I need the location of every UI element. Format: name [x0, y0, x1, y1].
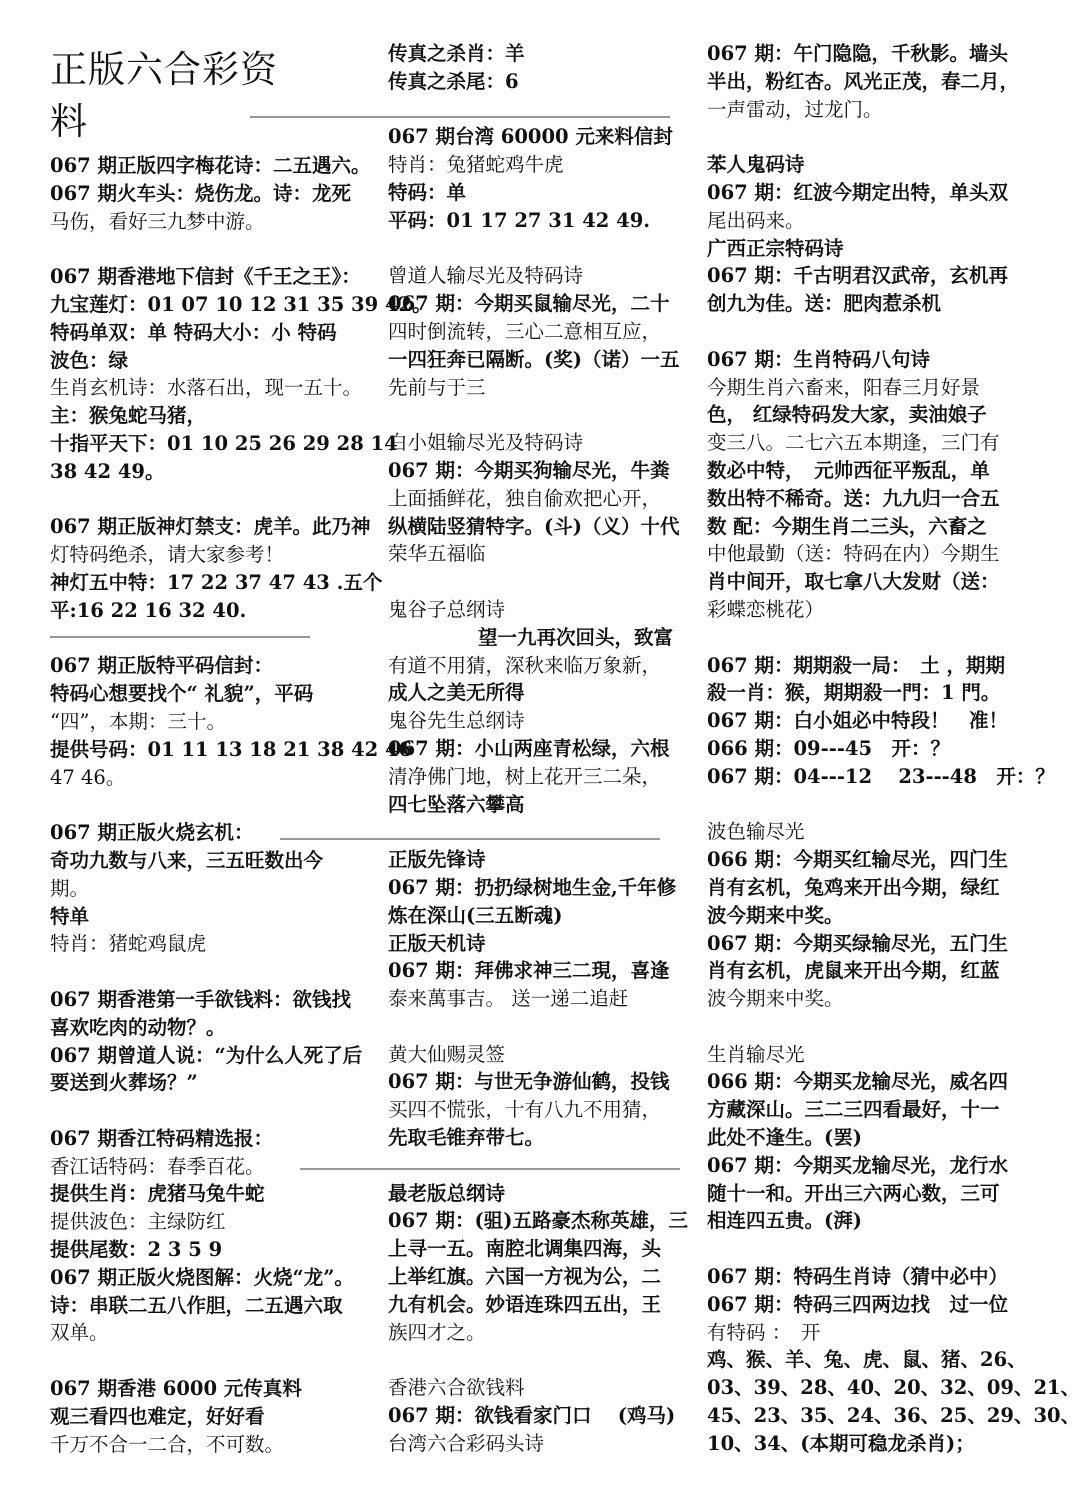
text-line: 10、34、(本期可稳龙杀肖)；	[707, 1431, 975, 1455]
text-line: 最老版总纲诗	[388, 1181, 506, 1205]
blank-line	[50, 958, 375, 986]
text-line: 上举红旗。六国一方视为公，二	[388, 1265, 662, 1289]
text-line: 提供波色：主绿防红	[50, 1210, 226, 1234]
text-line: 平:16 22 16 32 40.	[50, 598, 247, 622]
text-line: 先前与于三	[388, 375, 486, 399]
text-line: 炼在深山(三五断魂)	[388, 903, 563, 927]
text-line: 此处不逢生。(罢)	[707, 1126, 862, 1150]
text-line: 066 期：09---45 开：？	[707, 736, 951, 760]
text-line: 神灯五中特：17 22 37 47 43 .五个	[50, 570, 383, 594]
text-line: 波今期来中奖。	[707, 903, 844, 927]
text-line: 肖中间开，取七拿八大发财（送：	[707, 570, 1000, 594]
text-line: 数必中特， 元帅西征平叛乱，单	[707, 458, 990, 482]
text-line: 03、39、28、40、20、32、09、21、	[707, 1376, 1080, 1400]
middle-column	[388, 40, 693, 1458]
text-line: 47 46。	[50, 765, 126, 789]
text-line: 曾道人输尽光及特码诗	[388, 264, 584, 288]
blank-line	[388, 1152, 693, 1180]
text-line: 067 期：期期殺一局： 土 ，期期	[707, 653, 1006, 677]
text-line: 一声雷动，过龙门。	[707, 97, 883, 121]
text-line: 泰来萬事吉。 送一递二追赶	[388, 987, 629, 1011]
text-line: 067 期正版四字梅花诗：二五遇六。	[50, 154, 371, 177]
text-line: 纵横陆竖猜特字。(斗)（义）十代	[388, 514, 680, 538]
title-line-1: 正版六合彩资	[50, 48, 278, 91]
text-line: 清净佛门地，树上花开三二朵，	[388, 764, 662, 788]
text-line: 067 期：千古明君汉武帝，玄机再	[707, 264, 1008, 288]
text-line: 067 期：拜佛求神三二現，喜逢	[388, 959, 670, 983]
text-line: 变三八。二七六五本期逢，三门有	[707, 431, 1000, 455]
text-line: 方藏深山。三二三四看最好，十一	[707, 1098, 1000, 1122]
text-line: 提供生肖：虎猪马兔牛蛇	[50, 1182, 265, 1206]
text-line: 买四不慌张，十有八九不用猜，	[388, 1098, 662, 1122]
text-line: 半出，粉红杏。风光正茂，春二月，	[707, 69, 1020, 93]
blank-line	[50, 625, 375, 653]
text-line: 马伤，看好三九梦中游。	[50, 209, 265, 233]
blank-line	[388, 1346, 693, 1374]
text-line: 数 配：今期生肖二三头，六畜之	[707, 514, 987, 538]
text-line: 38 42 49。	[50, 459, 165, 483]
text-line: 正版天机诗	[388, 931, 486, 955]
text-line: 尾出码来。	[707, 208, 805, 232]
blank-line	[50, 1347, 375, 1375]
text-line: 067 期：白小姐必中特段！ 准！	[707, 709, 1008, 733]
text-line: 067 期：生肖特码八句诗	[707, 347, 930, 371]
text-line: 067 期：与世无争游仙鹤，投钱	[388, 1070, 670, 1094]
text-line: 067 期香港 6000 元传真料	[50, 1377, 302, 1401]
text-line: 067 期：04---12 23---48 开：？	[707, 764, 1055, 788]
text-line: 有道不用猜，深秋来临万象新，	[388, 653, 662, 677]
blank-line	[707, 1013, 1037, 1041]
blank-line	[50, 1097, 375, 1125]
blank-line	[388, 818, 693, 846]
text-line: 九宝莲灯：01 07 10 12 31 35 39 42。	[50, 292, 432, 316]
right-column-text	[707, 40, 1080, 1458]
text-line: 肖有玄机，兔鸡来开出今期，绿红	[707, 875, 1000, 899]
blank-line	[388, 1013, 693, 1041]
text-line: 随十一和。开出三六两心数，三可	[707, 1181, 1000, 1205]
text-line: 中他最勤（送：特码在内）今期生	[707, 542, 1000, 566]
middle-column-text	[388, 40, 693, 1458]
text-line: 提供尾数：2 3 5 9	[50, 1238, 223, 1262]
text-line: 传真之杀肖：羊	[388, 42, 525, 65]
blank-line	[50, 791, 375, 819]
text-line: 主：猴兔蛇马猪，	[50, 404, 207, 428]
title-line-2: 料	[50, 100, 88, 143]
text-line: 067 期正版神灯禁支：虎羊。此乃神	[50, 515, 371, 539]
text-line: 067 期：(驵)五路豪杰称英雄，三	[388, 1209, 688, 1233]
text-line: 族四才之。	[388, 1320, 486, 1344]
text-line: 特肖：猪蛇鸡鼠虎	[50, 932, 207, 956]
text-line: 特单	[50, 904, 90, 928]
text-line: 台湾六合彩码头诗	[388, 1431, 545, 1455]
text-line: 望一九再次回头，致富	[478, 625, 674, 649]
text-line: 色， 红绿特码发大家，卖油娘子	[707, 403, 987, 427]
text-line: “四”，本期：三十。	[50, 709, 226, 733]
text-line: 殺一肖：猴，期期殺一門：1 門。	[707, 681, 1001, 705]
text-line: 067 期火车头：烧伤龙。诗：龙死	[50, 181, 351, 205]
text-line: 今期生肖六畜来，阳春三月好景	[707, 375, 981, 399]
blank-line	[707, 318, 1037, 346]
text-line: 067 期香港地下信封《千王之王》：	[50, 265, 361, 289]
scan-noise	[50, 636, 310, 638]
text-line: 生肖玄机诗：水落石出，现一五十。	[50, 376, 363, 400]
blank-line	[707, 1235, 1037, 1263]
scan-noise	[280, 838, 660, 840]
text-line: 067 期：今期买鼠输尽光，二十	[388, 292, 670, 316]
text-line: 十指平天下：01 10 25 26 29 28 14	[50, 431, 398, 455]
text-line: 千万不合一二合，不可数。	[50, 1432, 285, 1456]
blank-line	[50, 486, 375, 514]
text-line: 双单。	[50, 1321, 109, 1345]
text-line: 特码心想要找个“ 礼貌”，平码	[50, 682, 314, 706]
text-line: 观三看四也难定，好好看	[50, 1404, 265, 1428]
text-line: 上面插鲜花，独自偷欢把心开，	[388, 486, 662, 510]
text-line: 有特码 ： 开	[707, 1320, 821, 1344]
text-line: 创九为佳。送：肥肉惹杀机	[707, 292, 942, 316]
text-line: 鬼谷子总纲诗	[388, 597, 506, 621]
text-line: 波今期来中奖。	[707, 987, 844, 1011]
right-column	[707, 40, 1080, 1458]
blank-line	[388, 96, 693, 124]
left-column-text	[50, 152, 432, 1458]
text-line: 067 期：特码生肖诗（猜中必中）	[707, 1265, 1008, 1289]
text-line: 067 期：午门隐隐，千秋影。墙头	[707, 42, 1008, 65]
text-line: 提供号码：01 11 13 18 21 38 42 46	[50, 737, 413, 761]
scan-noise	[300, 1168, 680, 1170]
text-line: 067 期：扔扔绿树地生金,千年修	[388, 875, 677, 899]
text-line: 四时倒流转，三心二意相互应，	[388, 319, 662, 343]
text-line: 067 期：今期买狗输尽光，牛粪	[388, 458, 670, 482]
text-line: 067 期正版火烧玄机：	[50, 821, 254, 845]
blank-line	[388, 235, 693, 263]
text-line: 067 期香港第一手欲钱料：欲钱找	[50, 987, 351, 1011]
text-line: 平码：01 17 27 31 42 49.	[388, 208, 651, 232]
text-line: 数出特不稀奇。送：九九归一合五	[707, 486, 1000, 510]
text-line: 相连四五贵。(湃)	[707, 1209, 862, 1233]
text-line: 067 期：小山两座青松绿，六根	[388, 736, 670, 760]
text-line: 四七坠落六攀高	[388, 792, 525, 816]
text-line: 067 期香江特码精选报：	[50, 1126, 273, 1150]
text-line: 肖有玄机，虎鼠来开出今期，红蓝	[707, 959, 1000, 983]
text-line: 苯人鬼码诗	[707, 153, 805, 177]
text-line: 奇功九数与八来，三五旺数出今	[50, 848, 324, 872]
blank-line	[388, 401, 693, 429]
text-line: 广西正宗特码诗	[707, 236, 844, 260]
text-line: 特码单双：单 特码大小：小 特码	[50, 320, 337, 344]
text-line: 067 期：欲钱看家门口 (鸡马)	[388, 1404, 676, 1428]
text-line: 一四狂奔已隔断。(奖)（诺）一五	[388, 347, 680, 371]
text-line: 先取毛锥弃带七。	[388, 1126, 545, 1150]
text-line: 特码：单	[388, 180, 467, 204]
text-line: 特肖：兔猪蛇鸡牛虎	[388, 153, 564, 177]
text-line: 香江话特码：春季百花。	[50, 1154, 265, 1178]
text-line: 黄大仙赐灵签	[388, 1042, 506, 1066]
text-line: 成人之美无所得	[388, 681, 525, 705]
text-line: 正版先锋诗	[388, 848, 486, 872]
text-line: 传真之杀尾：6	[388, 69, 519, 93]
text-line: 彩蝶恋桃花）	[707, 597, 825, 621]
blank-line	[50, 235, 375, 263]
text-line: 喜欢吃肉的动物？。	[50, 1015, 226, 1039]
blank-line	[707, 123, 1037, 151]
text-line: 067 期曾道人说：“为什么人死了后	[50, 1043, 363, 1067]
text-line: 067 期：今期买龙输尽光，龙行水	[707, 1153, 1008, 1177]
text-line: 上寻一五。南腔北调集四海，头	[388, 1237, 662, 1261]
text-line: 067 期正版火烧图解：火烧“龙”。	[50, 1265, 354, 1289]
text-line: 066 期：今期买龙输尽光，威名四	[707, 1070, 1008, 1094]
text-line: 067 期：红波今期定出特，单头双	[707, 180, 1008, 204]
text-line: 鸡、猴、羊、兔、虎、鼠、猪、26、	[707, 1348, 1027, 1372]
text-line: 波色：绿	[50, 348, 129, 372]
text-line: 生肖输尽光	[707, 1042, 805, 1066]
text-line: 荣华五福临	[388, 542, 486, 566]
text-line: 066 期：今期买红输尽光，四门生	[707, 848, 1008, 872]
text-line: 067 期：特码三四两边找 过一位	[707, 1292, 1008, 1316]
text-line: 067 期台湾 60000 元来料信封	[388, 125, 673, 149]
text-line: 期。	[50, 876, 90, 900]
text-line: 灯特码绝杀，请大家参考！	[50, 543, 285, 567]
page-title	[50, 44, 375, 148]
text-line: 067 期正版特平码信封：	[50, 654, 273, 678]
text-line: 诗：串联二五八作胆，二五遇六取	[50, 1293, 343, 1317]
scan-noise	[250, 116, 670, 118]
text-line: 067 期：今期买绿输尽光，五门生	[707, 931, 1008, 955]
left-column	[50, 44, 432, 1458]
text-line: 波色输尽光	[707, 820, 805, 844]
blank-line	[388, 568, 693, 596]
text-line: 香港六合欲钱料	[388, 1376, 525, 1400]
text-line: 白小姐输尽光及特码诗	[388, 431, 584, 455]
text-line: 九有机会。妙语连珠四五出，王	[388, 1292, 662, 1316]
text-line: 45、23、35、24、36、25、29、30、	[707, 1404, 1080, 1428]
text-line: 鬼谷先生总纲诗	[388, 709, 525, 733]
blank-line	[707, 791, 1037, 819]
text-line: 要送到火葬场？”	[50, 1071, 198, 1095]
blank-line	[707, 624, 1037, 652]
